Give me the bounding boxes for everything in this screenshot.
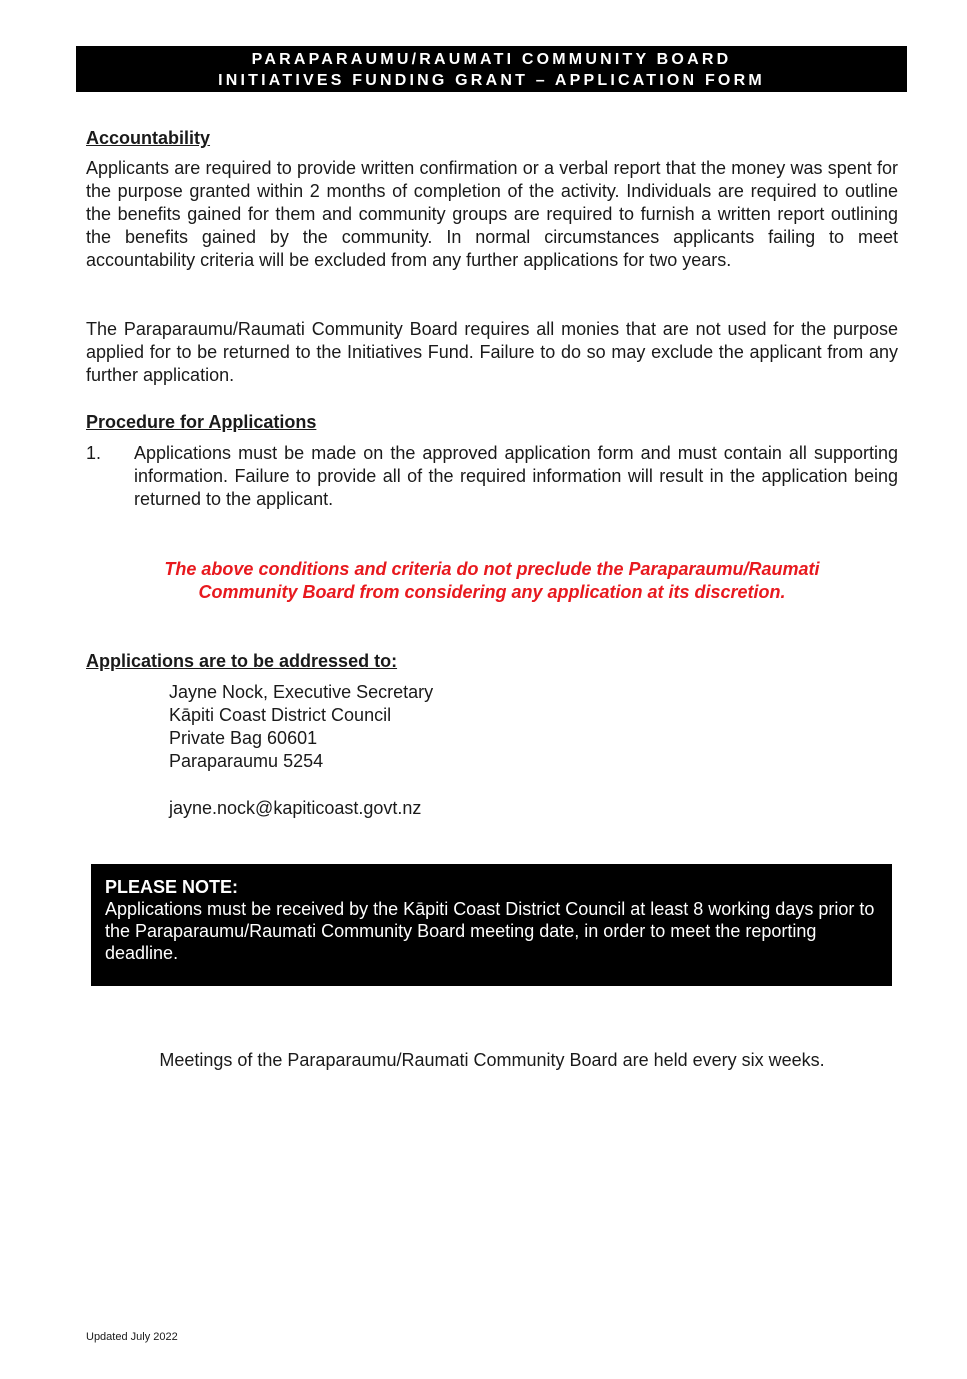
address-heading: Applications are to be addressed to:	[86, 651, 398, 671]
list-item-text: Applications must be made on the approved application form and must contain all supporting information. Failure to provide all of the required information will result in the application being returned to the applicant.	[134, 443, 898, 509]
form-title: INITIATIVES FUNDING GRANT – APPLICATION FORM	[218, 72, 765, 89]
accountability-paragraph-1: Applicants are required to provide written confirmation or a verbal report that the money was spent for the purpose granted within 2 months of completion of the activity. Individuals are required to outline the benefits gained for them and community groups are required to furnish a written report outlining the benefits gained by the community. In normal circumstances applicants failing to meet accountability criteria will be excluded from any further applications for two years.	[86, 158, 898, 270]
address-line-bag: Private Bag 60601	[169, 728, 318, 748]
accountability-paragraph-2: The Paraparaumu/Raumati Community Board requires all monies that are not used for the purpose applied for to be returned to the Initiatives Fund. Failure to do so may exclude the applicant from any further application.	[86, 319, 898, 385]
note-body: Applications must be received by the Kāpiti Coast District Council at least 8 working days prior to the Paraparaumu/Raumati Community Board meeting date, in order to meet the reporting deadline.	[105, 899, 875, 963]
discretion-notice	[86, 558, 898, 604]
list-item-number: 1.	[86, 443, 102, 463]
accountability-heading: Accountability	[86, 128, 211, 148]
procedure-heading: Procedure for Applications	[86, 412, 317, 432]
discretion-notice-line-2: Community Board from considering any application at its discretion.	[198, 582, 786, 602]
address-line-city: Paraparaumu 5254	[169, 751, 324, 771]
discretion-notice-line-1: The above conditions and criteria do not preclude the Paraparaumu/Raumati	[164, 559, 820, 579]
contact-email: jayne.nock@kapiticoast.govt.nz	[169, 798, 422, 818]
postal-address	[169, 681, 433, 773]
form-title-banner	[76, 46, 907, 92]
board-title: PARAPARAUMU/RAUMATI COMMUNITY BOARD	[251, 51, 732, 68]
procedure-list-item	[86, 442, 898, 511]
address-line-org: Kāpiti Coast District Council	[169, 705, 392, 725]
please-note-box	[91, 864, 892, 986]
updated-date: Updated July 2022	[86, 1331, 178, 1343]
note-title: PLEASE NOTE:	[105, 877, 239, 897]
address-line-name: Jayne Nock, Executive Secretary	[169, 682, 434, 702]
meetings-frequency: Meetings of the Paraparaumu/Raumati Community Board are held every six weeks.	[159, 1050, 825, 1070]
